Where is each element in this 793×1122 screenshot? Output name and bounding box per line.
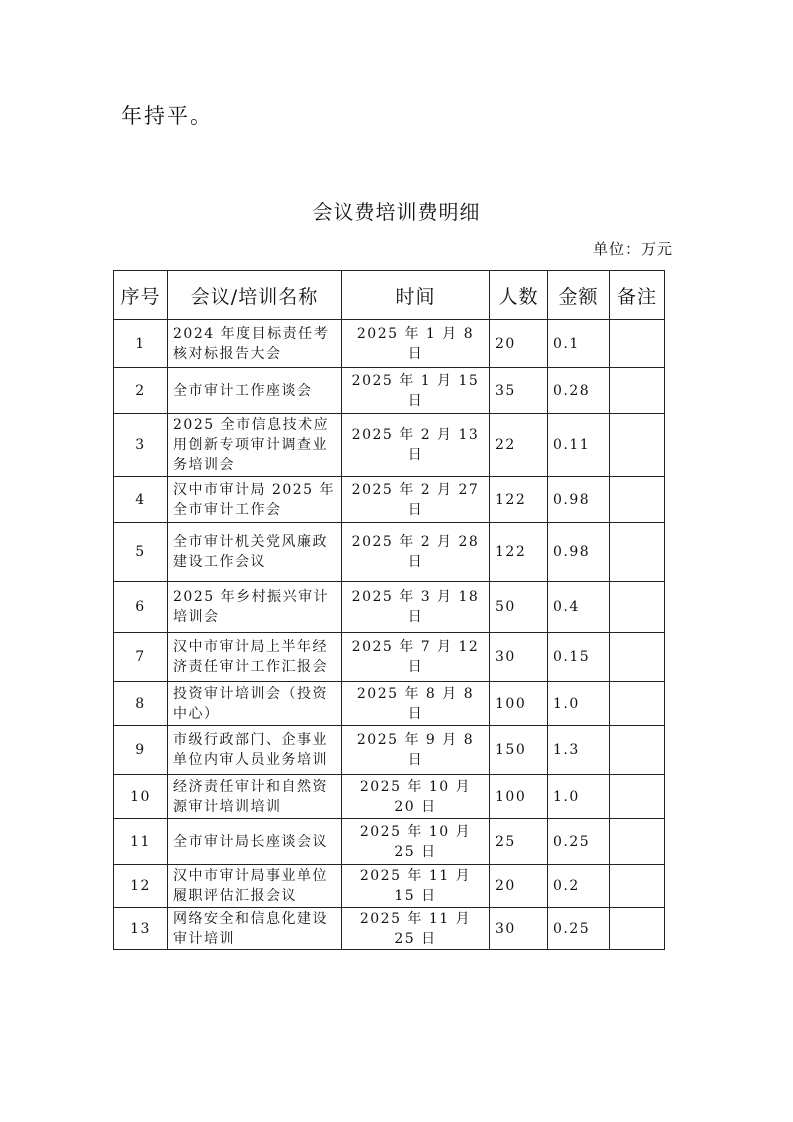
cell-time: 2025 年 9 月 8 日 [342,726,490,775]
cell-name: 投资审计培训会（投资中心） [168,682,342,726]
cell-name: 汉中市审计局事业单位履职评估汇报会议 [168,865,342,908]
cell-no: 6 [114,582,168,633]
cell-remark [610,320,665,368]
cell-no: 9 [114,726,168,775]
cell-time: 2025 年 1 月 8 日 [342,320,490,368]
cell-people: 150 [490,726,548,775]
table-row [114,908,665,950]
cell-no: 5 [114,523,168,582]
cell-remark [610,775,665,819]
cell-people: 100 [490,775,548,819]
cell-no: 8 [114,682,168,726]
cell-remark [610,582,665,633]
cell-name: 网络安全和信息化建设审计培训 [168,908,342,950]
cell-no: 4 [114,477,168,523]
table-row [114,633,665,682]
cell-no: 13 [114,908,168,950]
header-no: 序号 [114,271,168,320]
cell-remark [610,682,665,726]
cell-name: 2024 年度目标责任考核对标报告大会 [168,320,342,368]
table-row [114,582,665,633]
cell-people: 50 [490,582,548,633]
table-row [114,414,665,477]
cell-no: 10 [114,775,168,819]
header-time: 时间 [342,271,490,320]
cell-people: 30 [490,908,548,950]
cell-remark [610,368,665,414]
cell-amount: 0.25 [548,908,610,950]
cell-time: 2025 年 11 月 15 日 [342,865,490,908]
unit-note: 单位：万元 [592,240,673,258]
cell-amount: 1.3 [548,726,610,775]
table-row [114,865,665,908]
cell-amount: 0.1 [548,320,610,368]
table-header-row [114,271,665,320]
cell-people: 20 [490,320,548,368]
cell-name: 2025 全市信息技术应用创新专项审计调查业务培训会 [168,414,342,477]
cell-time: 2025 年 10 月 20 日 [342,775,490,819]
cell-no: 2 [114,368,168,414]
cell-people: 22 [490,414,548,477]
header-remark: 备注 [610,271,665,320]
cell-people: 20 [490,865,548,908]
cell-no: 3 [114,414,168,477]
cell-people: 35 [490,368,548,414]
table-row [114,477,665,523]
cell-name: 经济责任审计和自然资源审计培训培训 [168,775,342,819]
cell-amount: 0.28 [548,368,610,414]
cell-name: 全市审计机关党风廉政建设工作会议 [168,523,342,582]
cell-remark [610,414,665,477]
cell-remark [610,633,665,682]
table-row [114,726,665,775]
carry-over-text: 年持平。 [121,104,213,128]
cell-people: 100 [490,682,548,726]
cell-amount: 0.11 [548,414,610,477]
cell-remark [610,865,665,908]
cell-name: 汉中市审计局 2025 年全市审计工作会 [168,477,342,523]
cell-people: 122 [490,523,548,582]
cell-remark [610,908,665,950]
cell-name: 全市审计工作座谈会 [168,368,342,414]
cell-time: 2025 年 2 月 13 日 [342,414,490,477]
cell-amount: 0.2 [548,865,610,908]
cell-time: 2025 年 2 月 28 日 [342,523,490,582]
table-row [114,368,665,414]
table-row [114,819,665,865]
table-row [114,320,665,368]
cell-amount: 0.98 [548,523,610,582]
cell-no: 12 [114,865,168,908]
header-people: 人数 [490,271,548,320]
table-row [114,775,665,819]
cell-amount: 0.4 [548,582,610,633]
cell-time: 2025 年 2 月 27 日 [342,477,490,523]
cell-time: 2025 年 7 月 12 日 [342,633,490,682]
cell-remark [610,726,665,775]
cell-remark [610,477,665,523]
table-row [114,682,665,726]
cell-people: 25 [490,819,548,865]
cell-time: 2025 年 3 月 18 日 [342,582,490,633]
cell-remark [610,819,665,865]
cell-no: 1 [114,320,168,368]
cell-time: 2025 年 10 月 25 日 [342,819,490,865]
cell-remark [610,523,665,582]
table-row [114,523,665,582]
cell-amount: 1.0 [548,682,610,726]
cell-amount: 0.25 [548,819,610,865]
header-name: 会议/培训名称 [168,271,342,320]
cell-no: 11 [114,819,168,865]
cell-time: 2025 年 1 月 15 日 [342,368,490,414]
cell-no: 7 [114,633,168,682]
cell-amount: 1.0 [548,775,610,819]
cell-people: 122 [490,477,548,523]
cell-time: 2025 年 8 月 8 日 [342,682,490,726]
cell-people: 30 [490,633,548,682]
cell-amount: 0.98 [548,477,610,523]
cell-name: 市级行政部门、企事业单位内审人员业务培训 [168,726,342,775]
cell-time: 2025 年 11 月 25 日 [342,908,490,950]
cell-name: 全市审计局长座谈会议 [168,819,342,865]
cell-name: 2025 年乡村振兴审计培训会 [168,582,342,633]
header-amount: 金额 [548,271,610,320]
cell-amount: 0.15 [548,633,610,682]
meeting-training-fee-table [113,270,665,950]
table-title: 会议费培训费明细 [312,200,481,224]
cell-name: 汉中市审计局上半年经济责任审计工作汇报会 [168,633,342,682]
